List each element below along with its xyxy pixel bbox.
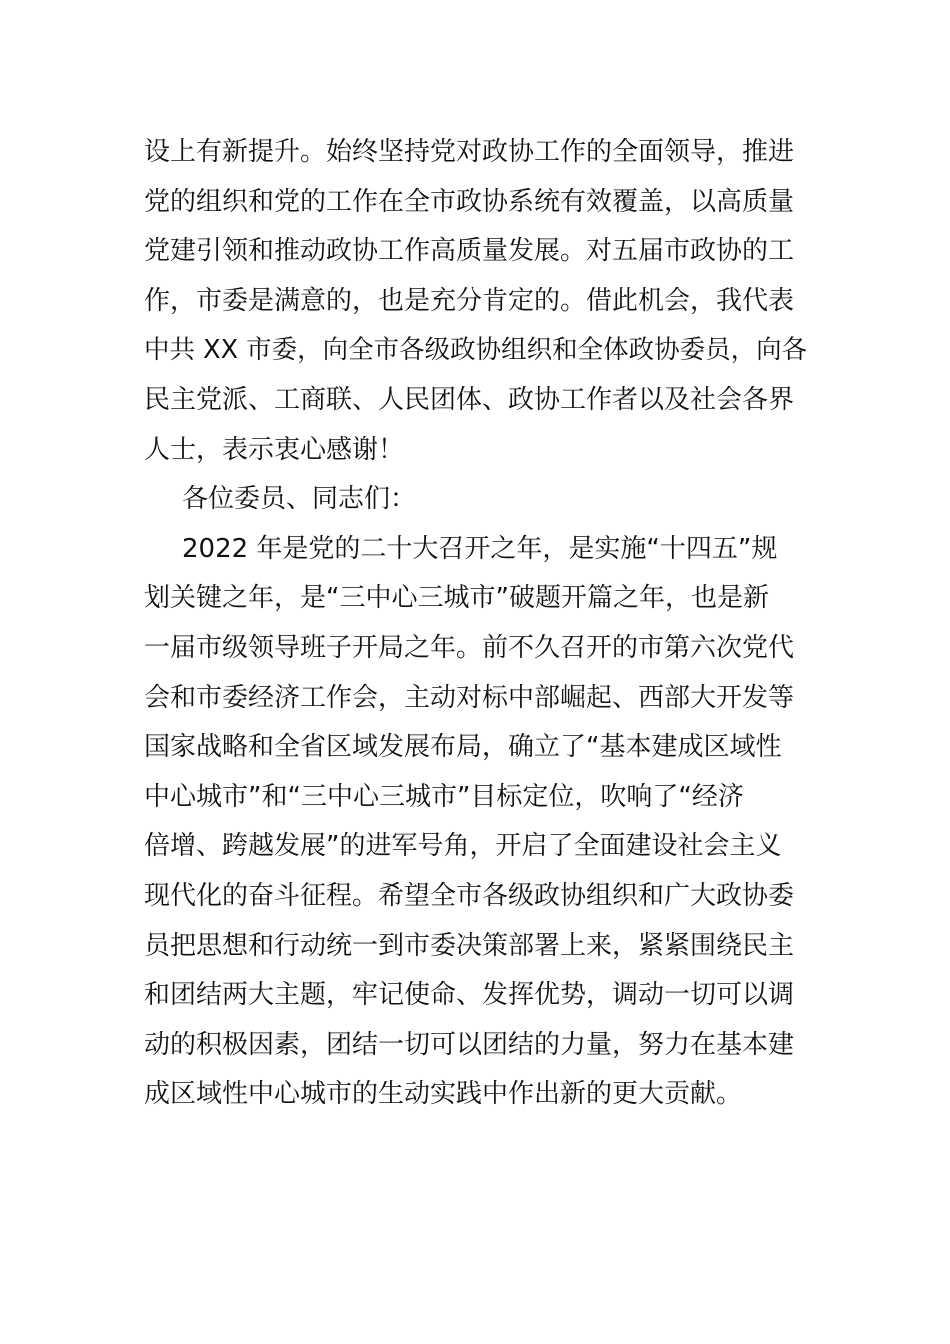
text-line: 一届市级领导班子开局之年。前不久召开的市第六次党代 [144, 632, 795, 663]
text-line: 划关键之年，是“三中心三城市”破题开篇之年，也是新 [144, 583, 769, 614]
paragraph-thanks [144, 128, 810, 475]
text-line: 党的组织和党的工作在全市政协系统有效覆盖，以高质量 [144, 186, 795, 217]
text-line: 现代化的奋斗征程。希望全市各级政协组织和广大政协委 [144, 880, 795, 911]
text-line: 中心城市”和“三中心三城市”目标定位，吹响了“经济 [144, 781, 744, 812]
salutation-line: 各位委员、同志们： [182, 484, 417, 515]
text-line: 和团结两大主题，牢记使命、发挥优势，调动一切可以调 [144, 980, 795, 1011]
text-line: 作，市委是满意的，也是充分肯定的。借此机会，我代表 [144, 285, 795, 316]
text-line: 党建引领和推动政协工作高质量发展。对五届市政协的工 [144, 236, 795, 267]
text-line: 成区域性中心城市的生动实践中作出新的更大贡献。 [144, 1079, 743, 1110]
text-line: 设上有新提升。始终坚持党对政协工作的全面领导，推进 [144, 137, 795, 167]
text-line: 员把思想和行动统一到市委决策部署上来，紧紧围绕民主 [144, 930, 795, 961]
text-line: 国家战略和全省区域发展布局，确立了“基本建成区域性 [144, 732, 782, 763]
document-page [144, 128, 810, 1120]
text-line: 倍增、跨越发展”的进军号角，开启了全面建设社会主义 [144, 831, 782, 862]
text-line: 人士，表示衷心感谢！ [144, 434, 405, 465]
text-line: 民主党派、工商联、人民团体、政协工作者以及社会各界 [144, 384, 795, 415]
paragraph-outlook [144, 525, 810, 1120]
text-line: 动的积极因素，团结一切可以团结的力量，努力在基本建 [144, 1029, 795, 1060]
paragraph-salutation [144, 475, 810, 525]
text-line: 中共 XX 市委，向全市各级政协组织和全体政协委员，向各 [144, 335, 808, 366]
text-line: 会和市委经济工作会，主动对标中部崛起、西部大开发等 [144, 682, 795, 713]
text-line: 2022 年是党的二十大召开之年，是实施“十四五”规 [182, 533, 778, 564]
